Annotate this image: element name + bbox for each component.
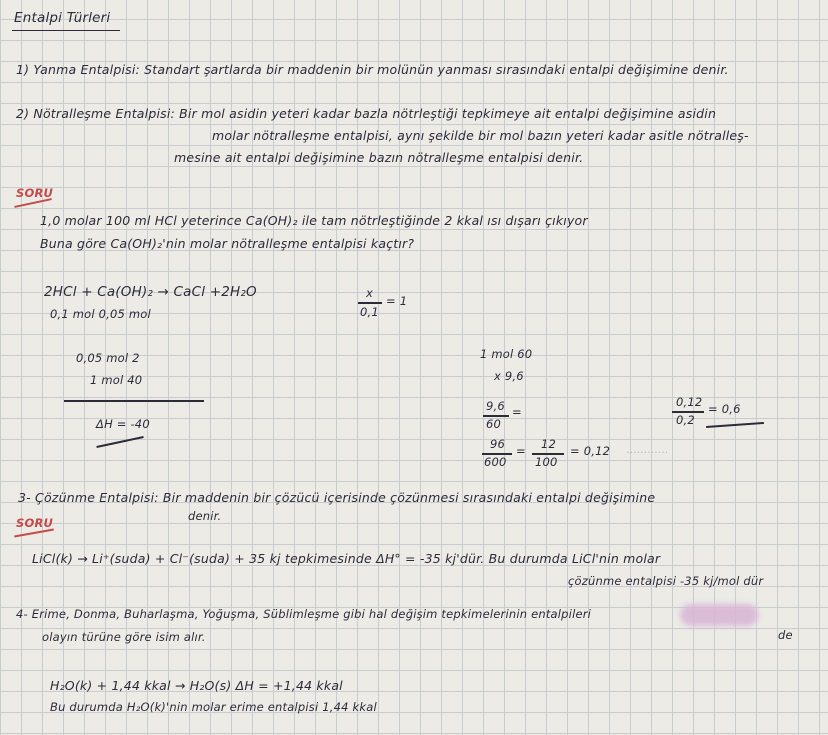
calc-ratio-2-top: 96 bbox=[490, 437, 506, 451]
section-4-line-1: 4- Erime, Donma, Buharlaşma, Yoğuşma, Süblimleşme gibi hal değişim tepkimelerinin entalpileri bbox=[16, 607, 592, 621]
calc-ratio-1-bottom: 60 bbox=[486, 417, 502, 431]
fraction-x-bottom: 0,1 bbox=[360, 305, 379, 319]
reaction-moles: 0,1 mol 0,05 mol bbox=[50, 307, 151, 321]
reaction-equation: 2HCl + Ca(OH)₂ → CaCl +2H₂O bbox=[44, 284, 257, 300]
section-2-line-3: mesine ait entalpi değişimine bazın nötralleşme entalpisi denir. bbox=[174, 150, 584, 165]
calc-final-underline bbox=[706, 422, 764, 428]
calc-ratio-3-bottom: 100 bbox=[535, 455, 558, 469]
calc-ratio-1-top: 9,6 bbox=[486, 399, 505, 413]
title-underline bbox=[12, 30, 120, 31]
section-4-line-1-end: de bbox=[778, 628, 793, 642]
delta-h-result: ΔH = -40 bbox=[96, 417, 150, 431]
calc-ratio-1-equals: = bbox=[512, 405, 522, 419]
section-2-line-1: 2) Nötralleşme Entalpisi: Bir mol asidin yeteri kadar bazla nötrleştiği tepkimeye ait entalpi değişimine asidin bbox=[16, 106, 717, 121]
soru-2-equation: LiCl(k) → Li⁺(suda) + Cl⁻(suda) + 35 kj tepkimesinde ΔH° = -35 kj'dür. Bu durumda LiCl'nin molar bbox=[32, 551, 661, 566]
section-3-line-1: 3- Çözünme Entalpisi: Bir maddenin bir çözücü içerisinde çözünmesi sırasındaki entalpi değişimine bbox=[18, 490, 656, 505]
calc-left-row-1: 0,05 mol 2 bbox=[76, 351, 140, 365]
section-4-line-2: olayın türüne göre isim alır. bbox=[42, 630, 206, 644]
section-3-line-2: denir. bbox=[188, 509, 222, 523]
calc-final-bottom: 0,2 bbox=[676, 413, 695, 427]
calc-right-row-2: x 9,6 bbox=[494, 369, 524, 383]
calc-final-top: 0,12 bbox=[676, 395, 703, 409]
calc-ratio-2-bottom: 600 bbox=[484, 455, 507, 469]
soru-1-question-line-2: Buna göre Ca(OH)₂'nin molar nötralleşme entalpisi kaçtır? bbox=[40, 236, 415, 251]
fraction-x-top: x bbox=[366, 286, 374, 300]
redacted-region bbox=[680, 604, 758, 626]
delta-h-underline bbox=[96, 436, 143, 447]
calc-ratio-3-result: = 0,12 bbox=[570, 444, 611, 458]
soru-1-label: SORU bbox=[16, 186, 54, 200]
section-4-answer: Bu durumda H₂O(k)'nin molar erime entalpisi 1,44 kkal bbox=[50, 700, 377, 714]
page-title: Entalpi Türleri bbox=[14, 10, 111, 26]
calc-left-bar bbox=[64, 400, 204, 402]
soru-2-label: SORU bbox=[16, 516, 54, 530]
soru-2-answer: çözünme entalpisi -35 kj/mol dür bbox=[568, 574, 764, 588]
erased-text: ············ bbox=[626, 446, 668, 459]
soru-1-question-line-1: 1,0 molar 100 ml HCl yeterince Ca(OH)₂ ile tam nötrleştiğinde 2 kkal ısı dışarı çıkıyor bbox=[40, 213, 588, 228]
section-2-line-2: molar nötralleşme entalpisi, aynı şekilde bir mol bazın yeteri kadar asitle nötralleş- bbox=[212, 128, 749, 143]
calc-ratio-3-top: 12 bbox=[541, 437, 557, 451]
fraction-x-bar bbox=[358, 302, 382, 304]
fraction-x-equals: = 1 bbox=[386, 294, 408, 308]
section-1-text: 1) Yanma Entalpisi: Standart şartlarda bir maddenin bir molünün yanması sırasındaki entalpi değişimine denir. bbox=[16, 62, 729, 77]
calc-right-row-1: 1 mol 60 bbox=[480, 347, 533, 361]
section-4-equation: H₂O(k) + 1,44 kkal → H₂O(s) ΔH = +1,44 kkal bbox=[50, 678, 343, 693]
calc-ratio-2-equals: = bbox=[516, 444, 526, 458]
calc-final-result: = 0,6 bbox=[708, 402, 741, 416]
calc-left-row-2: 1 mol 40 bbox=[90, 373, 143, 387]
